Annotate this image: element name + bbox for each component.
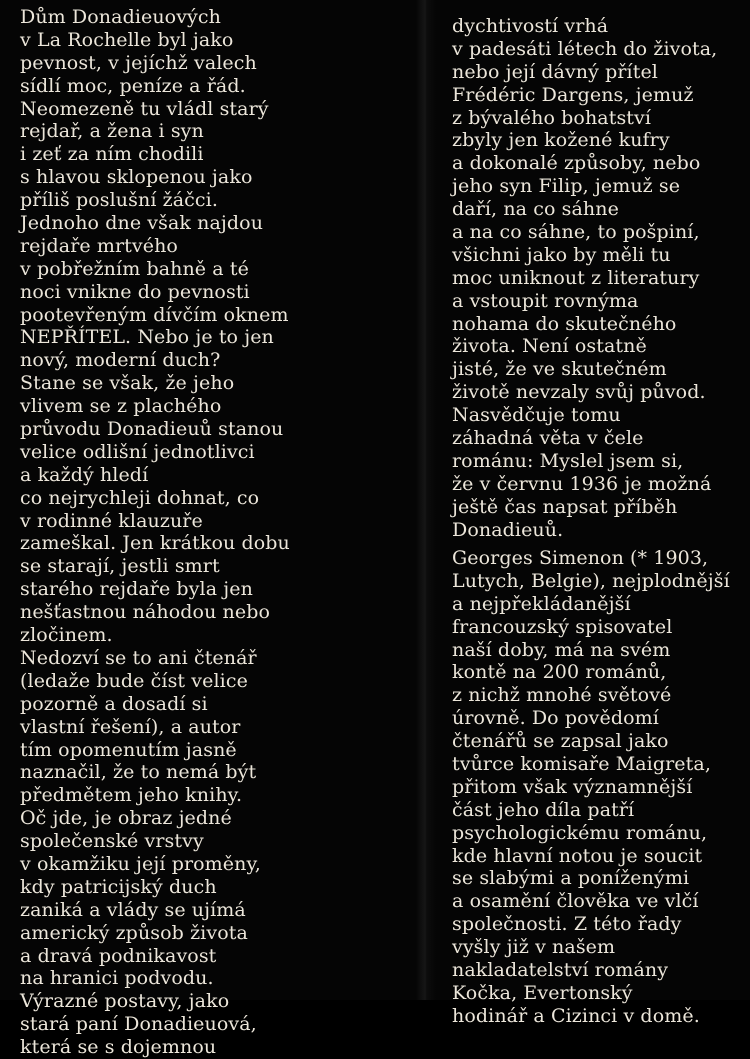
text-line: vlivem se z plachého: [20, 395, 222, 418]
text-line: v okamžiku její proměny,: [20, 852, 261, 875]
text-line: vyšly již v našem: [452, 936, 616, 959]
text-line: část jeho díla patří: [452, 798, 635, 821]
page-fold-shadow: [416, 0, 436, 1000]
text-line: francouzský spisovatel: [452, 615, 673, 638]
text-line: ještě čas napsat příběh: [452, 495, 678, 518]
text-line: zaniká a vlády se ujímá: [20, 898, 246, 921]
text-line: starého rejdaře byla jen: [20, 578, 253, 601]
text-line: a osamění člověka ve vlčí: [452, 890, 699, 913]
text-line: velice odlišní jednotlivci: [20, 440, 255, 463]
text-line: která se s dojemnou: [20, 1036, 217, 1059]
text-line: Frédéric Dargens, jemuž: [452, 83, 694, 106]
text-line: jisté, že ve skutečném: [452, 358, 667, 381]
text-line: naznačil, že to nemá být: [20, 761, 257, 784]
text-line: moc uniknout z literatury: [452, 266, 700, 289]
text-line: že v červnu 1936 je možná: [452, 472, 712, 495]
text-line: čtenářů se zapsal jako: [452, 730, 669, 753]
text-line: nakladatelství romány: [452, 959, 669, 982]
text-line: (ledaže bude číst velice: [20, 669, 248, 692]
text-line: vlastní řešení), a autor: [20, 715, 241, 738]
text-line: úrovně. Do povědomí: [452, 707, 659, 730]
text-line: příliš poslušní žáčci.: [20, 189, 218, 212]
text-line: v rodinné klauzuře: [20, 509, 203, 532]
text-line: na hranici podvodu.: [20, 967, 214, 990]
text-line: Nedozví se to ani čtenář: [20, 646, 257, 669]
text-line: pootevřeným dívčím oknem: [20, 303, 289, 326]
text-line: kontě na 200 románů,: [452, 661, 667, 684]
text-line: psychologickému románu,: [452, 821, 708, 844]
text-line: rejdař, a žena i syn: [20, 120, 204, 143]
text-line: z bývalého bohatství: [452, 106, 652, 129]
text-line: a vstoupit rovnýma: [452, 289, 639, 312]
text-line: románu: Myslel jsem si,: [452, 449, 684, 472]
text-line: předmětem jeho knihy.: [20, 784, 243, 807]
text-line: rejdaře mrtvého: [20, 234, 178, 257]
text-line: se starají, jestli smrt: [20, 555, 220, 578]
text-line: dychtivostí vrhá: [452, 15, 609, 37]
text-line: Oč jde, je obraz jedné: [20, 807, 232, 830]
text-line: a nejpřekládanější: [452, 592, 631, 615]
text-line: i zeť za ním chodili: [20, 143, 204, 166]
text-line: nohama do skutečného: [452, 312, 677, 335]
text-line: hodinář a Cizinci v domě.: [452, 1004, 700, 1027]
text-line: kde hlavní notou je soucit: [452, 844, 703, 867]
text-line: a na co sáhne, to pošpiní,: [452, 221, 700, 244]
text-line: kdy patricijský duch: [20, 875, 217, 898]
text-line: sídlí moc, peníze a řád.: [20, 74, 246, 97]
text-line: stará paní Donadieuová,: [20, 1013, 257, 1036]
text-line: s hlavou sklopenou jako: [20, 166, 253, 189]
text-line: jeho syn Filip, jemuž se: [452, 175, 681, 198]
text-line: co nejrychleji dohnat, co: [20, 486, 260, 509]
text-line: NEPŘÍTEL. Nebo je to jen: [20, 326, 274, 349]
text-line: a dravá podnikavost: [20, 944, 217, 967]
text-line: z nichž mnohé světové: [452, 684, 672, 707]
text-line: a každý hledí: [20, 463, 149, 486]
text-line: nový, moderní duch?: [20, 349, 221, 372]
text-line: tím opomenutím jasně: [20, 738, 237, 761]
text-line: všichni jako by měli tu: [452, 243, 671, 266]
text-line: Nasvědčuje tomu: [452, 404, 621, 427]
text-line: pozorně a dosadí si: [20, 692, 208, 715]
text-line: společnosti. Z této řady: [452, 913, 682, 936]
text-line: pevnost, v jejíchž valech: [20, 51, 257, 74]
text-line: životě nevzaly svůj původ.: [452, 381, 706, 404]
text-line: americký způsob života: [20, 921, 248, 944]
text-line: daří, na co sáhne: [452, 198, 619, 221]
text-line: nešťastnou náhodou nebo: [20, 601, 271, 624]
text-line: Stane se však, že jeho: [20, 372, 235, 395]
text-line: Kočka, Evertonský: [452, 981, 633, 1004]
text-line: zameškal. Jen krátkou dobu: [20, 532, 290, 555]
text-line: naší doby, má na svém: [452, 638, 671, 661]
text-line: zbyly jen kožené kufry: [452, 129, 670, 152]
text-line: Georges Simenon (* 1903,: [452, 547, 709, 569]
text-line: se slabými a poníženými: [452, 867, 690, 890]
text-line: Donadieuů.: [452, 518, 564, 541]
text-line: nebo její dávný přítel: [452, 60, 658, 83]
text-line: v pobřežním bahně a té: [20, 257, 249, 280]
text-line: Výrazné postavy, jako: [20, 990, 230, 1013]
text-line: noci vnikne do pevnosti: [20, 280, 250, 303]
text-line: v La Rochelle byl jako: [20, 28, 234, 51]
text-line: přitom však významnější: [452, 775, 693, 798]
text-line: společenské vrstvy: [20, 830, 204, 853]
text-line: v padesáti létech do života,: [452, 37, 718, 60]
text-line: Dům Donadieuových: [20, 6, 221, 28]
right-text-column-author-bio: [452, 547, 750, 1028]
text-line: Jednoho dne však najdou: [20, 212, 264, 235]
text-line: Neomezeně tu vládl starý: [20, 97, 269, 120]
text-line: Lutych, Belgie), nejplodnější: [452, 569, 730, 592]
text-line: a dokonalé způsoby, nebo: [452, 152, 701, 175]
text-line: tvůrce komisaře Maigreta,: [452, 753, 711, 776]
text-line: zločinem.: [20, 624, 113, 647]
text-line: záhadná věta v čele: [452, 427, 644, 450]
left-text-column: [20, 6, 416, 1059]
text-line: života. Není ostatně: [452, 335, 647, 358]
right-text-column-synopsis: [452, 15, 750, 541]
text-line: průvodu Donadieuů stanou: [20, 418, 284, 441]
